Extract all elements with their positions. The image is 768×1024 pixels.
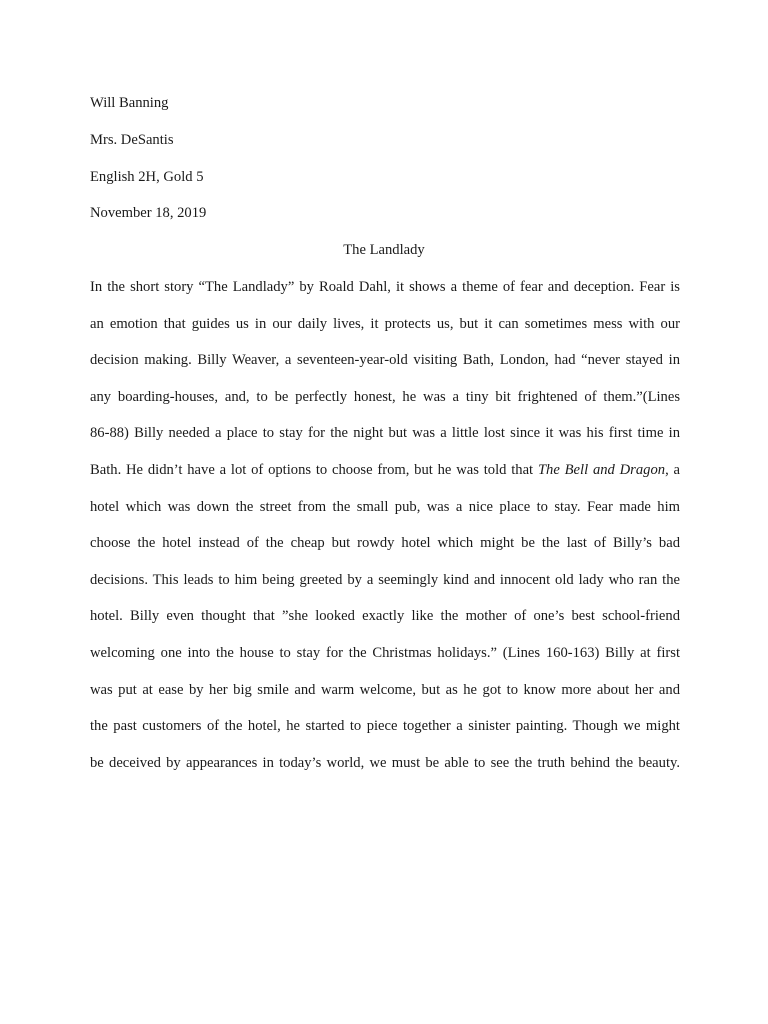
paragraph-line: [90, 460, 680, 480]
paragraph-line: hotel. Billy even thought that ”she looked exactly like the mother of one’s best school-friend: [90, 608, 680, 625]
paragraph-line: was put at ease by her big smile and warm welcome, but as he got to know more about her and: [90, 681, 680, 698]
paragraph-line: the past customers of the hotel, he started to piece together a sinister painting. Though we might: [90, 718, 680, 735]
hotel-name-italic: The Bell and Dragon: [537, 462, 666, 478]
paragraph-line: choose the hotel instead of the cheap but rowdy hotel which might be the last of Billy’s bad: [90, 535, 680, 552]
course-name: English 2H, Gold 5: [90, 169, 204, 185]
essay-title: The Landlady: [343, 242, 425, 258]
paragraph-line: In the short story “The Landlady” by Roald Dahl, it shows a theme of fear and deception. Fear is: [90, 279, 680, 295]
student-name: Will Banning: [90, 95, 169, 111]
essay-date: November 18, 2019: [90, 205, 207, 221]
line-text: , a: [665, 462, 680, 478]
paragraph-line: welcoming one into the house to stay for the Christmas holidays.” (Lines 160-163) Billy at first: [90, 645, 680, 661]
paragraph-line: decisions. This leads to him being greeted by a seemingly kind and innocent old lady who ran the: [90, 571, 680, 588]
paragraph-line: decision making. Billy Weaver, a seventeen-year-old visiting Bath, London, had “never stayed in: [90, 352, 680, 369]
teacher-name: Mrs. DeSantis: [90, 132, 174, 148]
paragraph-line: be deceived by appearances in today’s world, we must be able to see the truth behind the beauty.: [90, 754, 680, 771]
paragraph-line: hotel which was down the street from the small pub, was a nice place to stay. Fear made him: [90, 498, 680, 515]
paragraph-line: an emotion that guides us in our daily lives, it protects us, but it can sometimes mess with our: [90, 315, 680, 332]
paragraph-line: any boarding-houses, and, to be perfectly honest, he was a tiny bit frightened of them.”(Lines: [90, 388, 680, 405]
line-text: Bath. He didn’t have a lot of options to choose from, but he was told that: [90, 462, 538, 478]
paragraph-line: 86-88) Billy needed a place to stay for the night but was a little lost since it was his first time in: [90, 425, 680, 442]
